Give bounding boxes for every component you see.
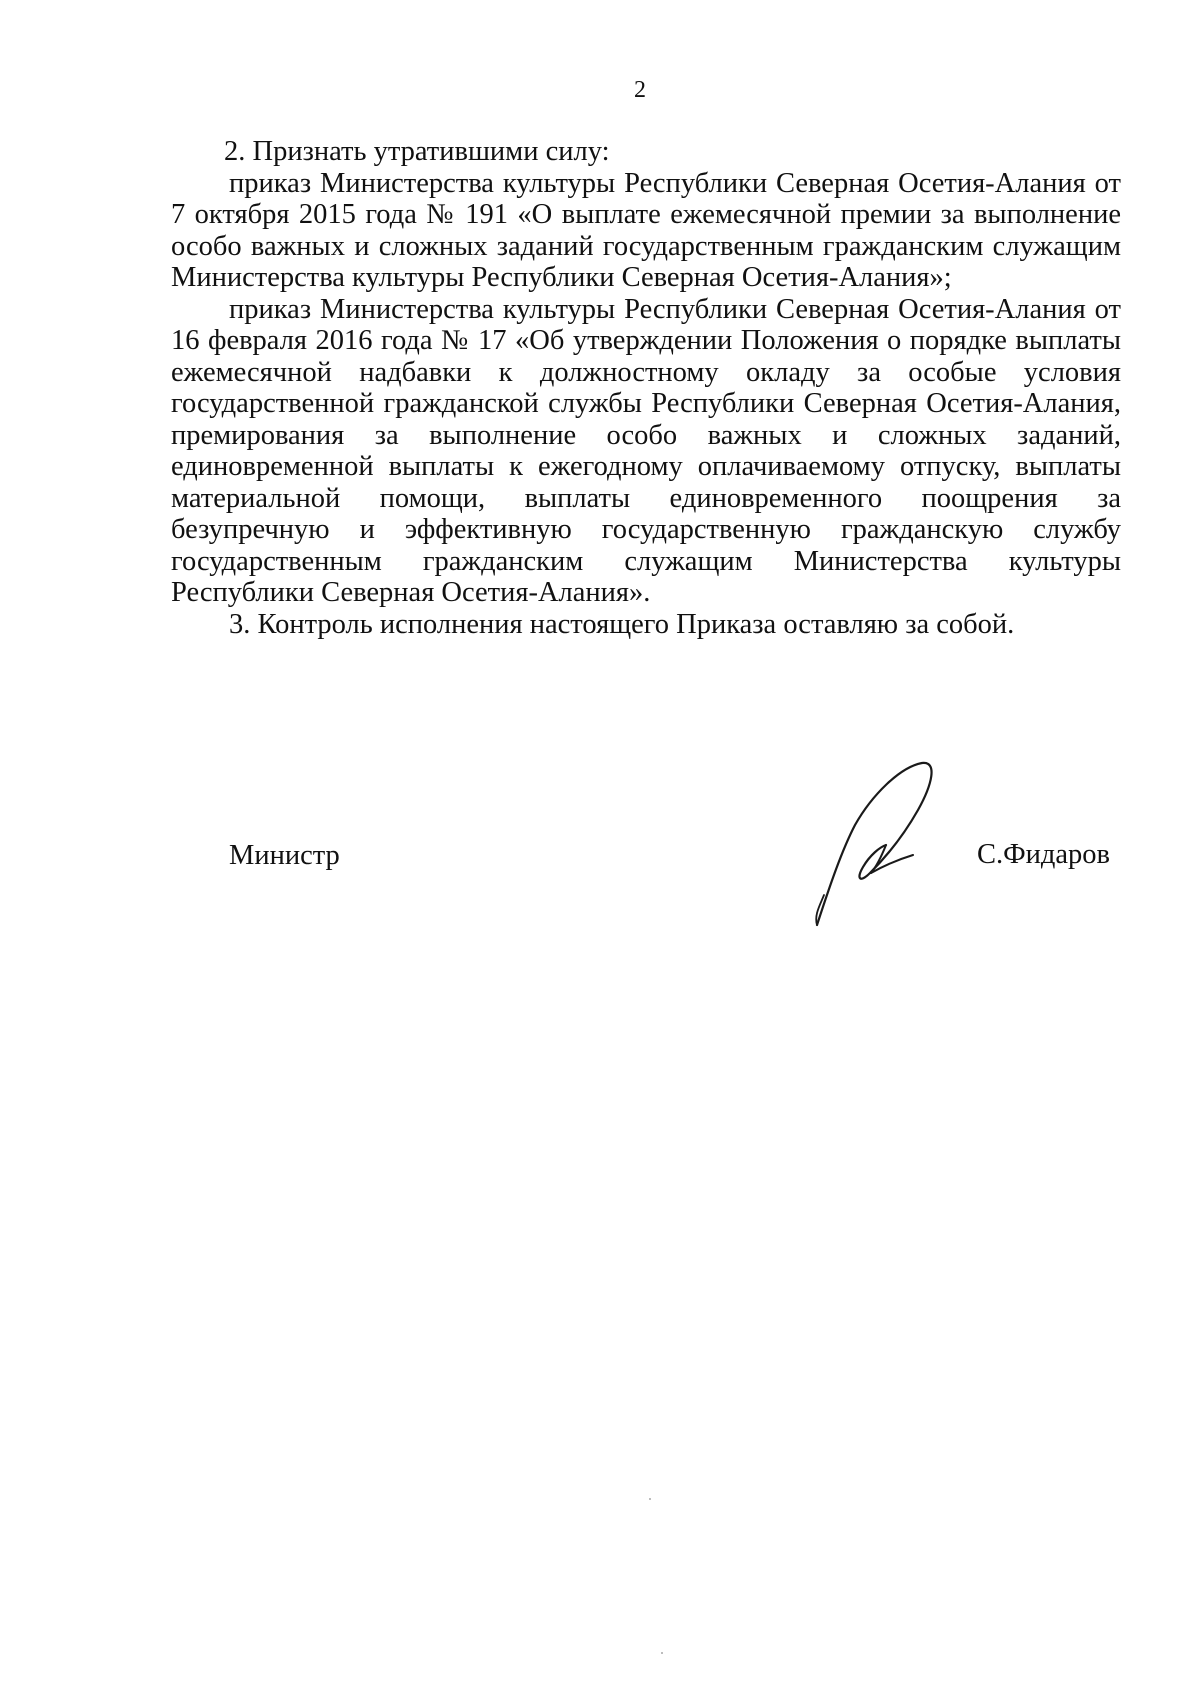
- scan-speck: [649, 1498, 651, 1500]
- handwritten-signature-icon: [800, 755, 980, 935]
- signatory-title: Министр: [229, 840, 340, 871]
- page-number: 2: [634, 77, 646, 103]
- paragraph-order-17: приказ Министерства культуры Республики Северная Осетия-Алания от 16 февраля 2016 года № 17 «Об утверждении Положения о порядке выплаты ежемесячной надбавки к должностному окладу за особые условия государственной гражданской службы Республики Северная Осетия-Алания, премирования за выполнение особо важных и сложных заданий, единовременной выплаты к ежегодному оплачиваемому отпуску, выплаты материальной помощи, выплаты единовременного поощрения за безупречную и эффективную государственную гражданскую службу государственным гражданским служащим Министерства культуры Республики Северная Осетия-Алания».: [171, 293, 1121, 608]
- paragraph-control: 3. Контроль исполнения настоящего Приказа оставляю за собой.: [229, 608, 1015, 640]
- signatory-name: С.Фидаров: [977, 839, 1111, 870]
- document-body: [171, 136, 1121, 640]
- scan-speck: [661, 1652, 663, 1654]
- paragraph-order-191: приказ Министерства культуры Республики Северная Осетия-Алания от 7 октября 2015 года № 191 «О выплате ежемесячной премии за выполнение особо важных и сложных заданий государственным гражданским служащим Министерства культуры Республики Северная Осетия-Алания»;: [171, 167, 1121, 293]
- paragraph-repeal-heading: 2. Признать утратившими силу:: [224, 136, 610, 167]
